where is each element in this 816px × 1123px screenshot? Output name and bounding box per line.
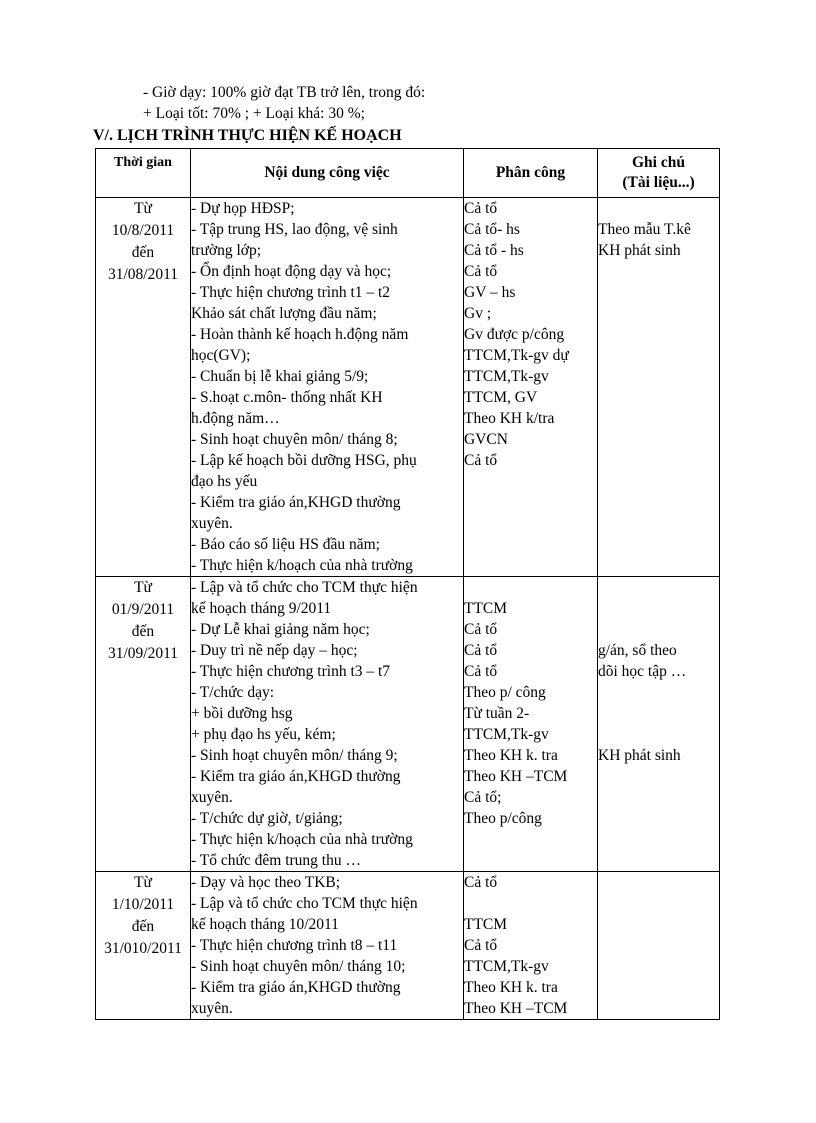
assign-line: Cả tổ — [464, 621, 498, 638]
period-cell — [96, 577, 191, 872]
notes-line — [598, 956, 719, 977]
content-line: - Dự họp HĐSP; — [191, 200, 295, 217]
period-line: đến — [131, 623, 155, 640]
content-line: + bồi dưỡng hsg — [191, 705, 293, 722]
notes-line — [598, 366, 719, 387]
notes-line — [598, 429, 719, 450]
content-line: - Sinh hoạt chuyên môn/ tháng 8; — [191, 431, 398, 448]
notes-line — [598, 914, 719, 935]
table-header-row — [96, 149, 720, 198]
content-line: - Kiểm tra giáo án,KHGD thường — [191, 979, 401, 996]
notes-line — [598, 198, 719, 219]
content-line: - Báo cáo số liệu HS đầu năm; — [191, 536, 380, 553]
content-line: - Tập trung HS, lao động, vệ sinh — [191, 221, 398, 238]
period-line: 10/8/2011 — [111, 222, 175, 239]
assign-line: Từ tuần 2- — [464, 705, 530, 722]
content-line: - Lập kế hoạch bồi dưỡng HSG, phụ — [191, 452, 417, 469]
assign-line: Gv được p/công — [464, 326, 565, 343]
assign-line: Cả tổ; — [464, 789, 502, 806]
notes-cell — [598, 577, 720, 872]
content-line: - Dự Lễ khai giảng năm học; — [191, 621, 370, 638]
assign-line: Theo KH –TCM — [464, 1000, 568, 1017]
content-line: học(GV); — [191, 347, 251, 364]
content-line: - Chuẩn bị lễ khai giảng 5/9; — [191, 368, 369, 385]
assign-line: TTCM,Tk-gv — [464, 368, 549, 385]
content-cell — [191, 872, 464, 1020]
content-line: - Hoàn thành kế hoạch h.động năm — [191, 326, 409, 343]
notes-line — [598, 577, 719, 598]
content-line: - Tổ chức đêm trung thu … — [191, 852, 361, 869]
notes-line — [598, 808, 719, 829]
assign-line — [464, 471, 597, 492]
assign-line: Cả tổ — [464, 937, 498, 954]
notes-line — [598, 324, 719, 345]
period-line: Từ — [134, 200, 152, 217]
content-line: - Thực hiện k/hoạch của nhà trường — [191, 557, 413, 574]
notes-line — [598, 766, 719, 787]
content-line: h.động năm… — [191, 410, 280, 427]
period-line: đến — [131, 918, 155, 935]
notes-cell — [598, 198, 720, 577]
period-cell — [96, 872, 191, 1020]
content-line: - S.hoạt c.môn- thống nhất KH — [191, 389, 383, 406]
content-line: kế hoạch tháng 10/2011 — [191, 916, 339, 933]
notes-line — [598, 724, 719, 745]
notes-line — [598, 935, 719, 956]
assign-line: TTCM,Tk-gv — [464, 726, 549, 743]
notes-line — [598, 893, 719, 914]
assign-line: Theo p/ công — [464, 684, 546, 701]
notes-line — [598, 598, 719, 619]
content-cell — [191, 577, 464, 872]
notes-line — [598, 387, 719, 408]
assign-line: GV – hs — [464, 284, 516, 301]
assign-line — [464, 492, 597, 513]
assign-line: Theo KH k. tra — [464, 979, 558, 996]
content-line: đạo hs yếu — [191, 473, 258, 490]
notes-line: KH phát sinh — [598, 747, 681, 764]
assign-line: Cả tổ — [464, 663, 498, 680]
content-line: - Duy trì nề nếp dạy – học; — [191, 642, 358, 659]
assign-line: Gv ; — [464, 305, 492, 322]
schedule-table — [95, 148, 720, 1020]
period-line: 31/09/2011 — [107, 645, 179, 662]
notes-line — [598, 534, 719, 555]
intro-grade-ratio-line: + Loại tốt: 70% ; + Loại khá: 30 %; — [143, 105, 365, 122]
notes-line: KH phát sinh — [598, 242, 681, 259]
header-notes — [598, 149, 720, 198]
assign-line: Cả tổ — [464, 642, 498, 659]
assign-line: Theo KH –TCM — [464, 768, 568, 785]
notes-line: g/án, sổ theo — [598, 642, 677, 659]
header-time: Thời gian — [96, 149, 191, 198]
content-line: xuyên. — [191, 1000, 233, 1017]
table-row — [96, 577, 720, 872]
assign-line — [464, 893, 597, 914]
assign-line — [464, 850, 597, 871]
assign-line: TTCM,Tk-gv — [464, 958, 549, 975]
period-line: 31/010/2011 — [104, 940, 182, 957]
assign-line — [464, 534, 597, 555]
notes-line — [598, 261, 719, 282]
content-line: - Kiểm tra giáo án,KHGD thường — [191, 494, 401, 511]
period-line: 1/10/2011 — [111, 896, 175, 913]
assign-line — [464, 513, 597, 534]
notes-line — [598, 682, 719, 703]
table-row — [96, 872, 720, 1020]
assign-line: Theo KH k/tra — [464, 410, 555, 427]
notes-line — [598, 829, 719, 850]
notes-line — [598, 450, 719, 471]
content-line: - Sinh hoạt chuyên môn/ tháng 9; — [191, 747, 398, 764]
intro-block — [143, 82, 425, 124]
content-line: xuyên. — [191, 789, 233, 806]
notes-cell — [598, 872, 720, 1020]
assign-line: Cả tổ — [464, 874, 498, 891]
assign-line: TTCM — [464, 916, 508, 933]
notes-line — [598, 555, 719, 576]
notes-line — [598, 850, 719, 871]
assign-cell — [464, 577, 598, 872]
content-line: - T/chức dự giờ, t/giảng; — [191, 810, 343, 827]
assign-cell — [464, 198, 598, 577]
assign-line: TTCM — [464, 600, 508, 617]
notes-line: Theo mẫu T.kê — [598, 221, 691, 238]
content-line: kế hoạch tháng 9/2011 — [191, 600, 332, 617]
period-line: 01/9/2011 — [111, 601, 175, 618]
assign-line: Cả tổ - hs — [464, 242, 524, 259]
period-line: Từ — [134, 579, 152, 596]
assign-cell — [464, 872, 598, 1020]
notes-line — [598, 282, 719, 303]
header-content: Nội dung công việc — [191, 149, 464, 198]
notes-line — [598, 872, 719, 893]
content-line: - Ổn định hoạt động dạy và học; — [191, 263, 392, 280]
notes-line — [598, 303, 719, 324]
content-line: - Thực hiện chương trình t1 – t2 — [191, 284, 391, 301]
notes-line — [598, 977, 719, 998]
content-line: - Thực hiện chương trình t3 – t7 — [191, 663, 391, 680]
content-line: xuyên. — [191, 515, 233, 532]
content-line: - Dạy và học theo TKB; — [191, 874, 341, 891]
notes-line — [598, 513, 719, 534]
content-line: trường lớp; — [191, 242, 261, 259]
content-line: + phụ đạo hs yếu, kém; — [191, 726, 336, 743]
notes-line — [598, 471, 719, 492]
assign-line: Cả tổ- hs — [464, 221, 520, 238]
notes-line — [598, 619, 719, 640]
notes-line: dõi học tập … — [598, 663, 687, 680]
section-heading: V/. LỊCH TRÌNH THỰC HIỆN KẾ HOẠCH — [93, 127, 402, 144]
header-notes-line1: Ghi chú — [632, 154, 685, 171]
notes-line — [598, 998, 719, 1019]
table-row — [96, 198, 720, 577]
content-line: Khảo sát chất lượng đầu năm; — [191, 305, 377, 322]
assign-line: Cả tổ — [464, 263, 498, 280]
assign-line: GVCN — [464, 431, 508, 448]
assign-line: Cả tổ — [464, 200, 498, 217]
intro-teaching-hours-line: - Giờ dạy: 100% giờ đạt TB trở lên, trong đó: — [143, 84, 426, 101]
content-line: - Lập và tổ chức cho TCM thực hiện — [191, 895, 418, 912]
content-line: - Lập và tổ chức cho TCM thực hiện — [191, 579, 418, 596]
content-line: - Thực hiện chương trình t8 – t11 — [191, 937, 398, 954]
content-line: - T/chức dạy: — [191, 684, 275, 701]
content-line: - Thực hiện k/hoạch của nhà trường — [191, 831, 413, 848]
assign-line: Theo KH k. tra — [464, 747, 558, 764]
assign-line — [464, 555, 597, 576]
notes-line — [598, 345, 719, 366]
content-line: - Kiểm tra giáo án,KHGD thường — [191, 768, 401, 785]
table-body — [96, 198, 720, 1020]
notes-line — [598, 703, 719, 724]
assign-line: TTCM,Tk-gv dự — [464, 347, 569, 364]
assign-line — [464, 577, 597, 598]
assign-line: Theo p/công — [464, 810, 542, 827]
content-line: - Sinh hoạt chuyên môn/ tháng 10; — [191, 958, 406, 975]
period-line: đến — [131, 244, 155, 261]
period-line: Từ — [134, 874, 152, 891]
period-cell — [96, 198, 191, 577]
content-cell — [191, 198, 464, 577]
header-assign: Phân công — [464, 149, 598, 198]
assign-line: Cả tổ — [464, 452, 498, 469]
notes-line — [598, 408, 719, 429]
period-line: 31/08/2011 — [107, 266, 179, 283]
assign-line: TTCM, GV — [464, 389, 538, 406]
notes-line — [598, 492, 719, 513]
notes-line — [598, 787, 719, 808]
header-notes-line2: (Tài liệu...) — [622, 174, 695, 191]
assign-line — [464, 829, 597, 850]
